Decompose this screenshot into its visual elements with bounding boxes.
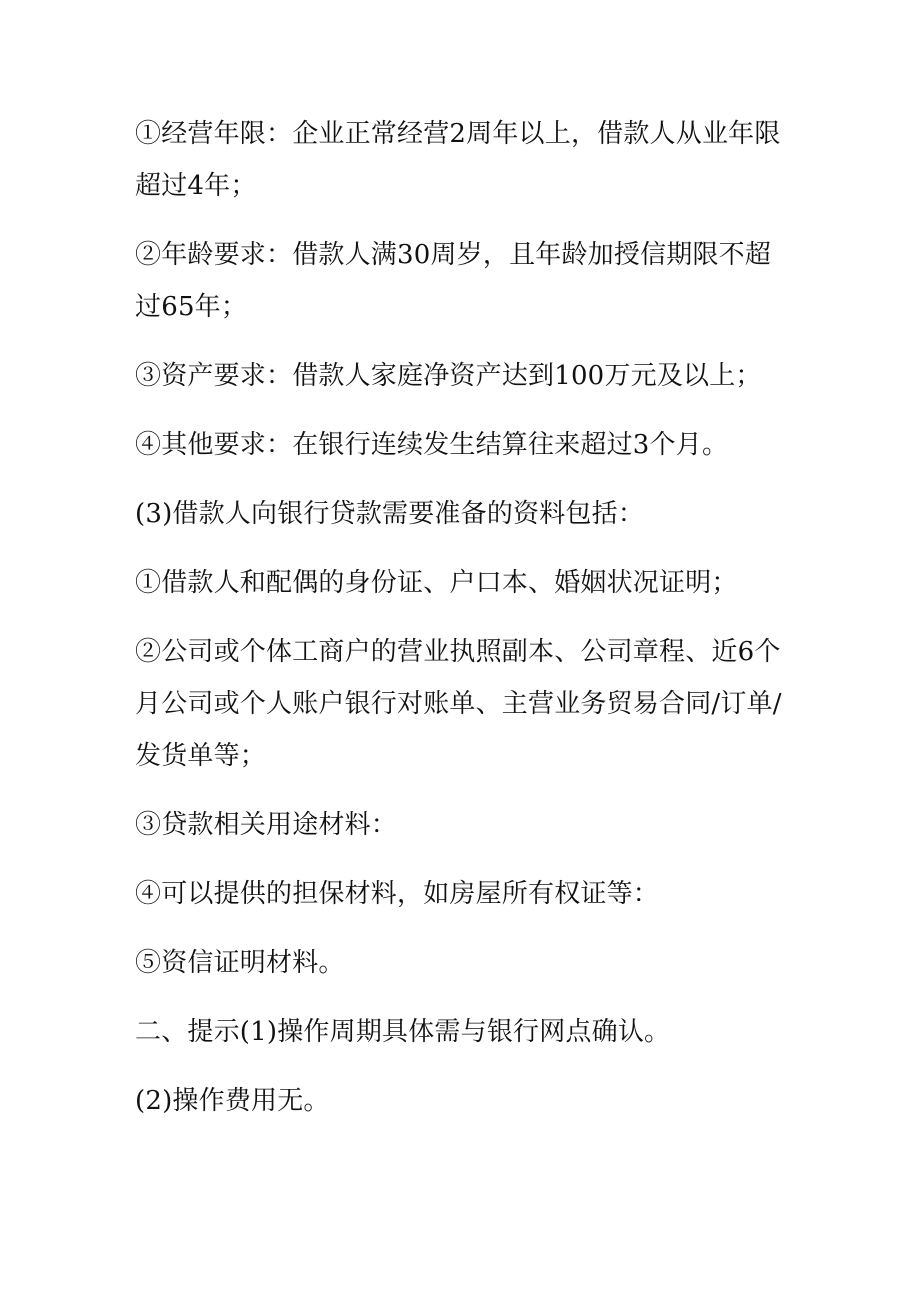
paragraph-operating-years: ①经营年限：企业正常经营2周年以上，借款人从业年限超过4年； bbox=[135, 119, 781, 201]
paragraph-loan-purpose: ③贷款相关用途材料： bbox=[135, 810, 398, 840]
paragraph-gap bbox=[135, 782, 785, 799]
paragraph-gap bbox=[135, 402, 785, 419]
paragraph-credit-proof: ⑤资信证明材料。 bbox=[135, 948, 345, 978]
paragraph-materials-heading: (3)借款人向银行贷款需要准备的资料包括： bbox=[135, 499, 645, 529]
paragraph-gap bbox=[135, 540, 785, 557]
paragraph-id-documents: ①借款人和配偶的身份证、户口本、婚姻状况证明； bbox=[135, 568, 738, 598]
paragraph-gap bbox=[135, 333, 785, 350]
paragraph-guarantee-materials: ④可以提供的担保材料，如房屋所有权证等： bbox=[135, 879, 660, 909]
paragraph-gap bbox=[135, 1058, 785, 1075]
paragraph-tip-fee: (2)操作费用无。 bbox=[135, 1086, 330, 1116]
paragraph-gap bbox=[135, 609, 785, 626]
document-body bbox=[135, 108, 785, 1127]
paragraph-business-documents: ②公司或个体工商户的营业执照副本、公司章程、近6个月公司或个人账户银行对账单、主营业务贸易合同/订单/发货单等； bbox=[135, 637, 782, 771]
paragraph-gap bbox=[135, 989, 785, 1006]
paragraph-gap bbox=[135, 471, 785, 488]
paragraph-gap bbox=[135, 851, 785, 868]
paragraph-gap bbox=[135, 212, 785, 229]
paragraph-gap bbox=[135, 920, 785, 937]
paragraph-asset-requirement: ③资产要求：借款人家庭净资产达到100万元及以上； bbox=[135, 361, 762, 391]
paragraph-other-requirement: ④其他要求：在银行连续发生结算往来超过3个月。 bbox=[135, 430, 729, 460]
paragraph-age-requirement: ②年龄要求：借款人满30周岁，且年龄加授信期限不超过65年； bbox=[135, 240, 772, 322]
paragraph-tip-cycle: 二、提示(1)操作周期具体需与银行网点确认。 bbox=[135, 1017, 671, 1047]
